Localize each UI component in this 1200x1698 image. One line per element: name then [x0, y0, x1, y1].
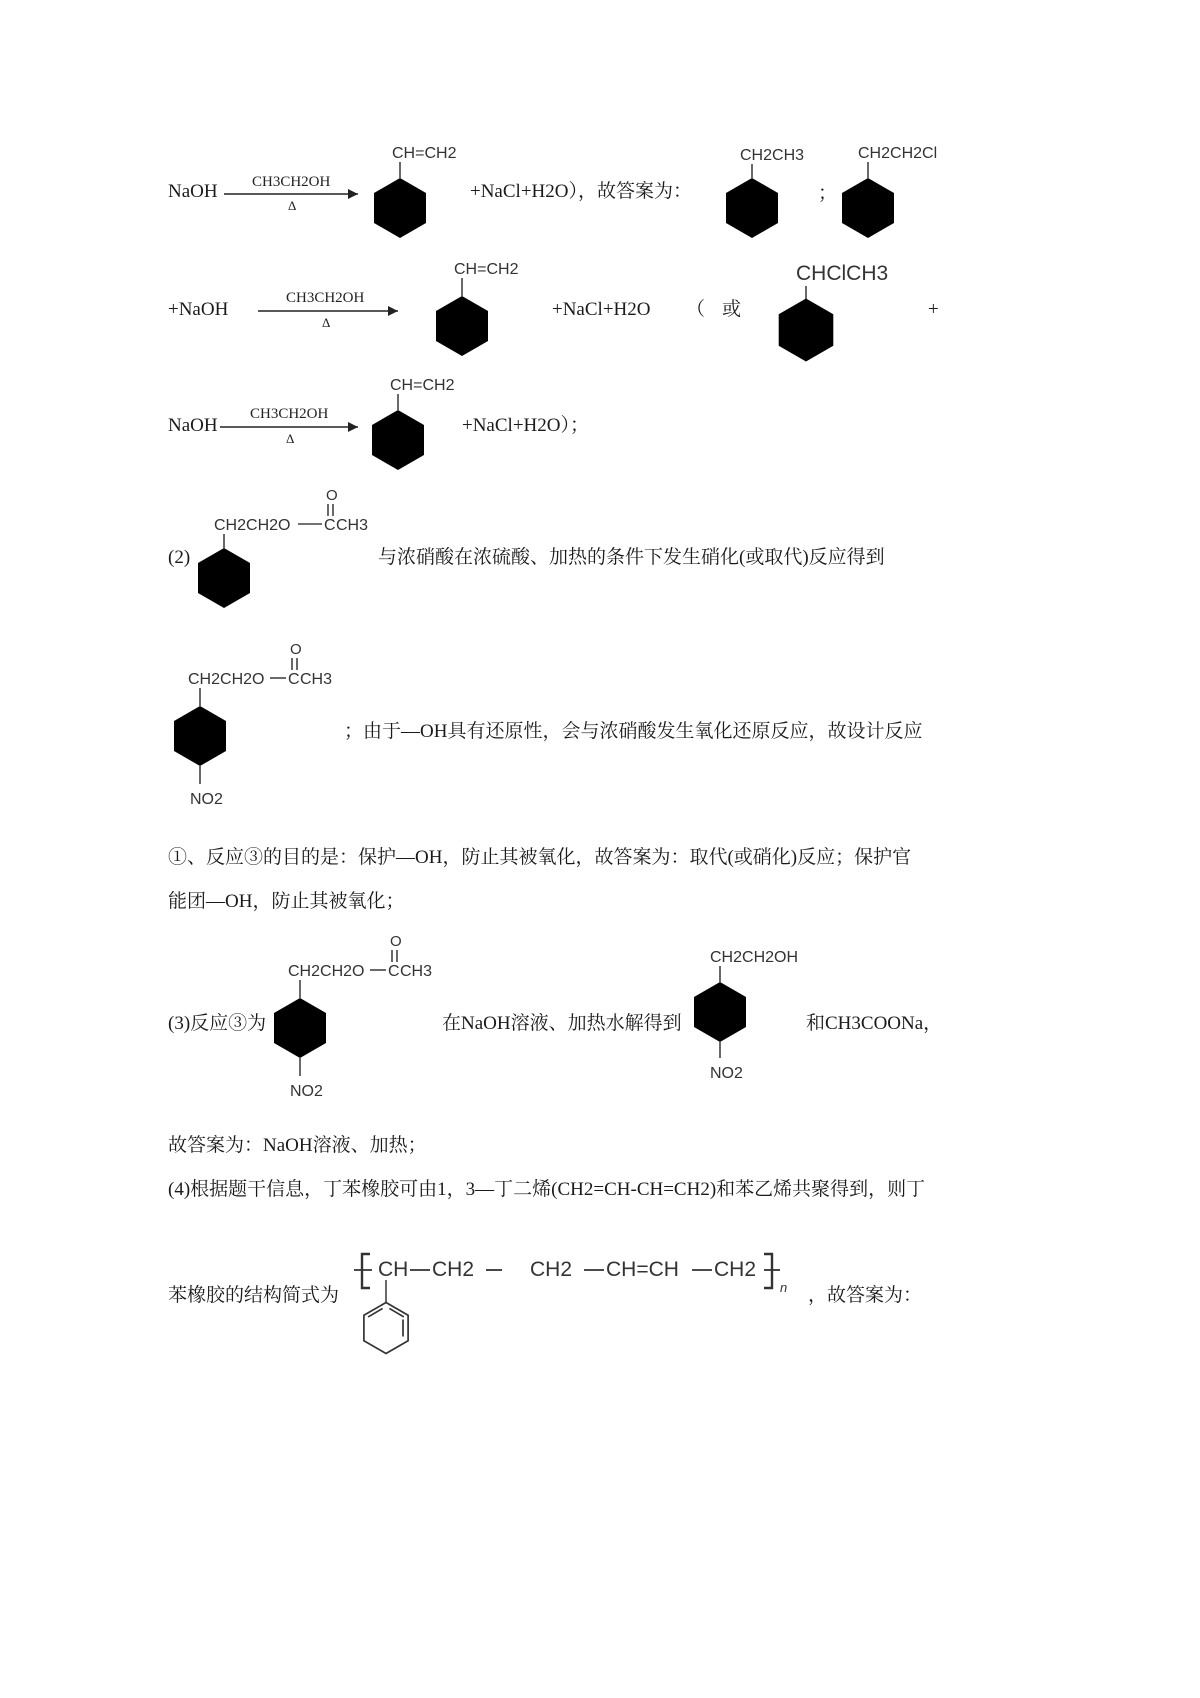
open-paren: （	[686, 299, 706, 320]
svg-text:C: C	[388, 963, 400, 980]
reaction-arrow	[220, 400, 364, 446]
ethylbenzene-structure	[712, 140, 822, 250]
semicolon: ；	[818, 183, 838, 204]
reaction-arrow	[258, 284, 404, 330]
ethyl-group: CH2CH3	[740, 147, 805, 164]
svg-text:O: O	[390, 933, 402, 950]
or-text: 或	[722, 299, 742, 320]
item1-line1: ①、反应③的目的是：保护—OH，防止其被氧化，故答案为：取代(或硝化)反应；保护官	[168, 847, 912, 868]
reaction-arrow	[224, 168, 364, 212]
polymer-ch: CH	[378, 1258, 409, 1281]
nitrophenylethyl-acetate-structure	[168, 638, 358, 818]
section4-line2: 苯橡胶的结构简式为	[168, 1285, 340, 1306]
polymer-ch2-c: CH2	[714, 1258, 757, 1281]
polymer-ch2-b: CH2	[530, 1258, 573, 1281]
styrene-structure	[420, 256, 530, 366]
chloroethyl-group: CH2CH2Cl	[858, 145, 938, 162]
svg-text:CH=CH2: CH=CH2	[390, 377, 455, 394]
byproduct-text: +NaCl+H2O）；	[462, 415, 589, 436]
plus-naoh-text: +NaOH	[168, 299, 229, 320]
section3-prefix: (3)反应③为	[168, 1013, 267, 1034]
section-number: (2)	[168, 547, 191, 568]
carbonyl-oxygen: O	[326, 487, 338, 504]
vinyl-group: CH=CH2	[392, 145, 457, 162]
svg-text:CH3: CH3	[400, 963, 433, 980]
polymer-n: n	[780, 1280, 788, 1295]
chloro-ethylbenzene-structure	[770, 256, 920, 366]
heat-symbol: Δ	[288, 198, 297, 212]
section3-middle: 在NaOH溶液、加热水解得到	[442, 1013, 682, 1034]
svg-text:NO2: NO2	[290, 1083, 323, 1100]
styrene-structure	[360, 370, 470, 482]
svg-text:CH2CH2O: CH2CH2O	[188, 671, 265, 688]
section3-end: 和CH3COONa，	[806, 1013, 943, 1034]
svg-text:Δ: Δ	[322, 315, 331, 330]
section4-end: ，故答案为：	[808, 1285, 923, 1306]
section4-line1: (4)根据题干信息，丁苯橡胶可由1，3—丁二烯(CH2=CH-CH=CH2)和苯乙烯共聚得到，则丁	[168, 1179, 926, 1200]
sbr-polymer-structure	[352, 1236, 802, 1366]
svg-text:CH=CH2: CH=CH2	[454, 261, 519, 278]
polymer-ch2-a: CH2	[432, 1258, 475, 1281]
svg-text:CH3: CH3	[336, 517, 369, 534]
naoh-text: NaOH	[168, 415, 218, 436]
svg-text:CH3CH2OH: CH3CH2OH	[286, 290, 365, 306]
svg-text:CH2CH2O: CH2CH2O	[288, 963, 365, 980]
nitro-group: NO2	[190, 791, 223, 808]
alcohol-group: CH2CH2OH	[710, 949, 799, 966]
byproduct-text: +NaCl+H2O	[552, 299, 651, 320]
section2-continuation: ；由于—OH具有还原性，会与浓硝酸发生氧化还原反应，故设计反应	[344, 721, 923, 742]
chloroethylbenzene-structure	[834, 140, 954, 250]
svg-text:CH3: CH3	[300, 671, 333, 688]
item1-line2: 能团—OH，防止其被氧化；	[168, 891, 405, 912]
svg-text:CH3CH2OH: CH3CH2OH	[250, 406, 329, 422]
product-text: +NaCl+H2O），故答案为：	[470, 181, 692, 202]
svg-text:C: C	[288, 671, 300, 688]
nitrophenylethyl-acetate-structure	[268, 930, 458, 1110]
svg-text:O: O	[290, 641, 302, 658]
svg-text:NO2: NO2	[710, 1065, 743, 1082]
svg-text:Δ: Δ	[286, 431, 295, 446]
svg-text:CH2CH2O: CH2CH2O	[214, 517, 291, 534]
arrow-condition: CH3CH2OH	[252, 174, 331, 190]
chcl-group: CHClCH3	[796, 262, 889, 285]
svg-text:C: C	[324, 517, 336, 534]
polymer-ch-eq-ch: CH=CH	[606, 1258, 679, 1281]
section2-text: 与浓硝酸在浓硫酸、加热的条件下发生硝化(或取代)反应得到	[378, 547, 885, 568]
section3-answer: 故答案为：NaOH溶液、加热；	[168, 1135, 427, 1156]
plus-sign: +	[928, 299, 939, 320]
phenylethyl-acetate-structure	[190, 484, 380, 620]
naoh-text: NaOH	[168, 181, 218, 202]
nitrophenylethanol-structure	[690, 944, 820, 1094]
styrene-structure	[360, 140, 470, 250]
